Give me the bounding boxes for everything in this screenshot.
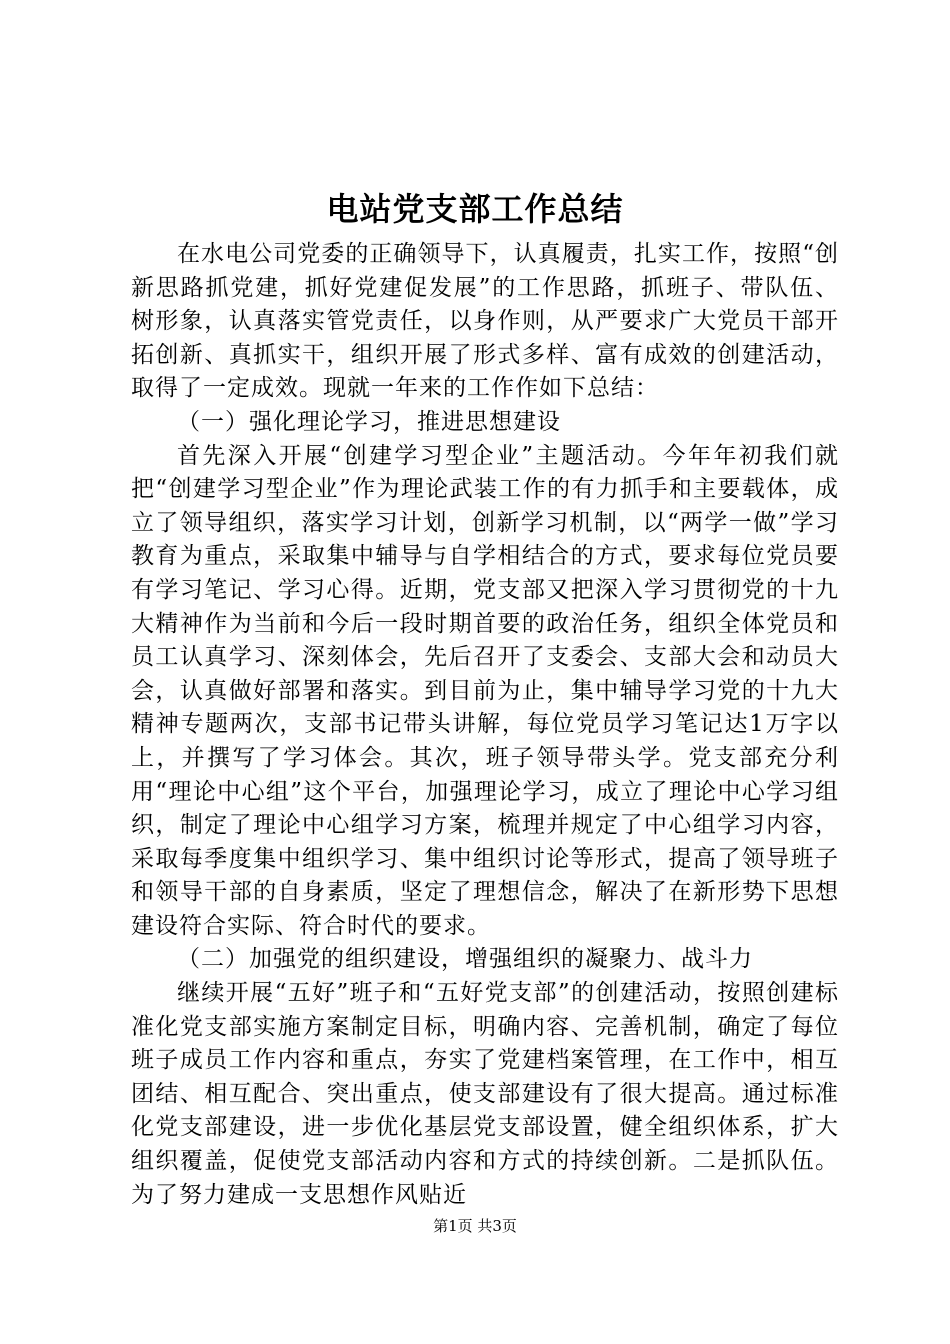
paragraph-section-1: 首先深入开展“创建学习型企业”主题活动。今年年初我们就把“创建学习型企业”作为理论武装工作的有力抓手和主要载体，成立了领导组织，落实学习计划，创新学习机制，以“两学一做”学习教育为重点，采取集中辅导与自学相结合的方式，要求每位党员要有学习笔记、学习心得。近期，党支部又把深入学习贯彻党的十九大精神作为当前和今后一段时期首要的政治任务，组织全体党员和员工认真学习、深刻体会，先后召开了支委会、支部大会和动员大会，认真做好部署和落实。到目前为止，集中辅导学习党的十九大精神专题两次，支部书记带头讲解，每位党员学习笔记达1万字以上，并撰写了学习体会。其次，班子领导带头学。党支部充分利用“理论中心组”这个平台，加强理论学习，成立了理论中心学习组织，制定了理论中心组学习方案，梳理并规定了中心组学习内容，采取每季度集中组织学习、集中组织讨论等形式，提高了领导班子和领导干部的自身素质，坚定了理想信念，解决了在新形势下思想建设符合实际、符合时代的要求。 bbox=[131, 442, 839, 939]
section-heading-1: （一）强化理论学习，推进思想建设 bbox=[177, 408, 561, 435]
document-title: 电站党支部工作总结 bbox=[326, 190, 624, 228]
paragraph-section-2: 继续开展“五好”班子和“五好党支部”的创建活动，按照创建标准化党支部实施方案制定目标，明确内容、完善机制，确定了每位班子成员工作内容和重点，夯实了党建档案管理，在工作中，相互团结、相互配合、突出重点，使支部建设有了很大提高。通过标准化党支部建设，进一步优化基层党支部设置，健全组织体系，扩大组织覆盖，促使党支部活动内容和方式的持续创新。二是抓队伍。为了努力建成一支思想作风贴近 bbox=[131, 980, 839, 1208]
page-number-footer: 第1页 共3页 bbox=[433, 1217, 517, 1235]
paragraph-intro: 在水电公司党委的正确领导下，认真履责，扎实工作，按照“创新思路抓党建，抓好党建促发展”的工作思路，抓班子、带队伍、树形象，认真落实管党责任，以身作则，从严要求广大党员干部开拓创新、真抓实干，组织开展了形式多样、富有成效的创建活动，取得了一定成效。现就一年来的工作作如下总结： bbox=[131, 241, 839, 402]
section-heading-2: （二）加强党的组织建设，增强组织的凝聚力、战斗力 bbox=[177, 946, 753, 973]
document-body bbox=[131, 238, 839, 1212]
